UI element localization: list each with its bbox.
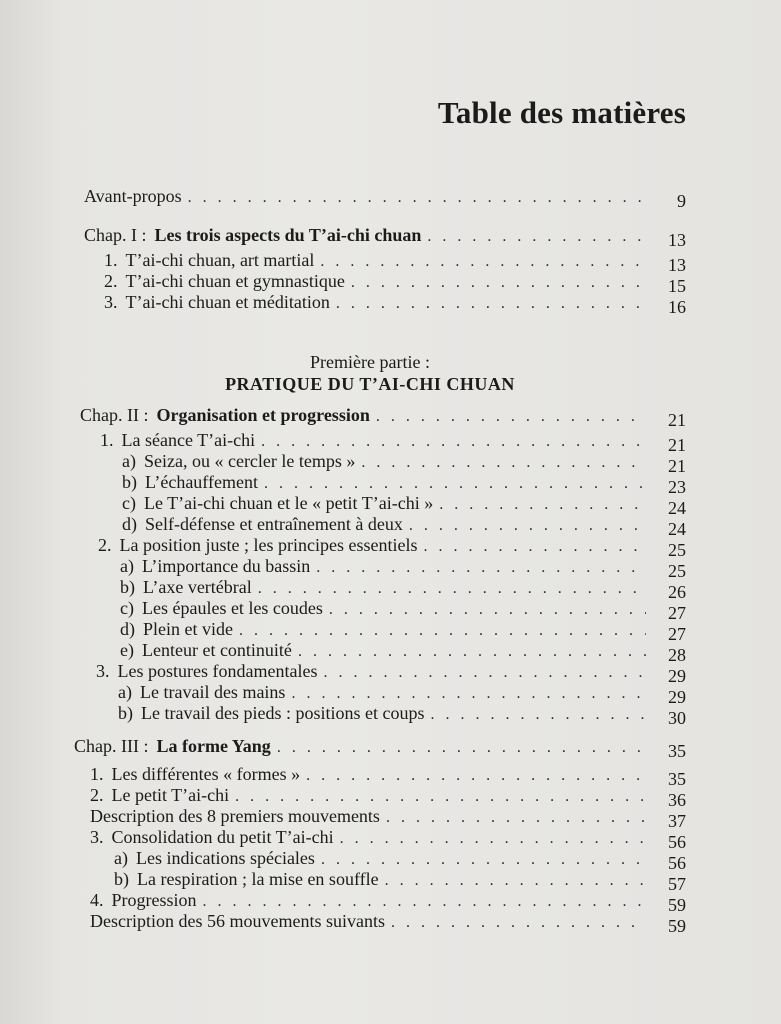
entry-label: L’axe vertébral [143,577,252,597]
dot-leader [264,473,646,494]
entry-page: 56 [668,853,686,873]
toc-entry[interactable] [96,661,686,686]
entry-number: 3. [96,661,110,681]
entry-page: 26 [668,582,686,602]
entry-page: 56 [668,832,686,852]
entry-label: Les différentes « formes » [111,764,301,784]
dot-leader [321,849,646,870]
entry-label: Le petit T’ai-chi [111,785,230,805]
entry-number: 2. [104,271,118,291]
entry-label: La position juste ; les principes essentiels [119,535,418,555]
entry-label: Le travail des mains [139,682,286,702]
entry-label: Les épaules et les coudes [141,598,323,618]
entry-label: L’échauffement [145,472,258,492]
entry-page: 57 [668,874,686,894]
toc-entry[interactable] [120,577,686,602]
entry-page: 15 [668,276,686,296]
toc-entry[interactable] [104,271,686,296]
toc-entry[interactable] [90,827,686,852]
entry-page: 21 [668,456,686,476]
entry-label: Les postures fondamentales [117,661,318,681]
dot-leader [239,620,646,641]
toc-entry[interactable] [122,514,686,539]
chapter-prefix: Chap. II : [80,405,149,425]
entry-letter: a) [118,682,132,702]
toc-entry[interactable] [90,806,686,831]
chapter-prefix: Chap. I : [84,225,147,245]
entry-page: 24 [668,519,686,539]
chapter-title: La forme Yang [156,736,271,756]
entry-page: 29 [668,666,686,686]
dot-leader [329,599,646,620]
entry-letter: a) [114,848,128,868]
entry-label: Description des 56 mouvements suivants [90,911,385,931]
dot-leader [320,251,646,272]
entry-page: 28 [668,645,686,665]
toc-entry[interactable] [114,869,686,894]
dot-leader [427,226,646,247]
dot-leader [188,187,646,208]
entry-label: Consolidation du petit T’ai-chi [111,827,334,847]
toc-entry-chapter-2[interactable] [80,405,686,430]
toc-entry-chapter-1[interactable] [84,225,686,250]
entry-page: 25 [668,540,686,560]
entry-page: 25 [668,561,686,581]
dot-leader [423,536,646,557]
toc-entry[interactable] [120,598,686,623]
toc-entry[interactable] [118,703,686,728]
toc-entry[interactable] [90,764,686,789]
entry-number: 3. [104,292,118,312]
toc-entry[interactable] [114,848,686,873]
dot-leader [351,272,646,293]
entry-label: Description des 8 premiers mouvements [90,806,380,826]
entry-page: 35 [668,741,686,761]
dot-leader [261,431,646,452]
dot-leader [430,704,646,725]
entry-letter: b) [118,703,133,723]
dot-leader [323,662,646,683]
entry-page: 21 [668,410,686,430]
dot-leader [298,641,646,662]
entry-label: Avant-propos [84,186,182,206]
toc-entry[interactable] [122,472,686,497]
toc-entry[interactable] [118,682,686,707]
entry-page: 21 [668,435,686,455]
toc-entry[interactable] [90,890,686,915]
dot-leader [386,807,646,828]
entry-page: 27 [668,624,686,644]
dot-leader [409,515,646,536]
entry-page: 23 [668,477,686,497]
entry-label: T’ai-chi chuan et méditation [125,292,330,312]
toc-entry[interactable] [104,250,686,275]
entry-letter: e) [120,640,134,660]
entry-page: 29 [668,687,686,707]
chapter-title: Les trois aspects du T’ai-chi chuan [154,225,422,245]
entry-label: La respiration ; la mise en souffle [137,869,379,889]
entry-letter: b) [122,472,137,492]
toc-entry-avant-propos[interactable] [84,186,686,211]
dot-leader [277,737,646,758]
entry-label: Plein et vide [143,619,233,639]
dot-leader [258,578,646,599]
entry-page: 36 [668,790,686,810]
entry-label: T’ai-chi chuan, art martial [125,250,315,270]
dot-leader [391,912,646,933]
entry-page: 59 [668,916,686,936]
entry-label: Self-défense et entraînement à deux [145,514,403,534]
entry-label: T’ai-chi chuan et gymnastique [125,271,345,291]
entry-number: 3. [90,827,104,847]
dot-leader [361,452,646,473]
part-label: Première partie : [310,352,430,372]
entry-page: 35 [668,769,686,789]
toc-entry[interactable] [104,292,686,317]
entry-page: 27 [668,603,686,623]
entry-label: Progression [111,890,197,910]
toc-entry[interactable] [120,556,686,581]
dot-leader [439,494,646,515]
entry-letter: d) [120,619,135,639]
chapter-prefix: Chap. III : [74,736,149,756]
entry-letter: b) [114,869,129,889]
entry-label: L’importance du bassin [141,556,311,576]
entry-label: Seiza, ou « cercler le temps » [143,451,356,471]
entry-page: 13 [668,230,686,250]
chapter-title: Organisation et progression [156,405,370,425]
entry-label: Les indications spéciales [135,848,315,868]
toc-entry-chapter-3[interactable] [74,736,686,761]
entry-label: Lenteur et continuité [141,640,292,660]
entry-label: Le T’ai-chi chuan et le « petit T’ai-chi » [143,493,434,513]
entry-letter: c) [120,598,134,618]
dot-leader [306,765,646,786]
entry-page: 13 [668,255,686,275]
entry-number: 1. [104,250,118,270]
toc-entry[interactable] [122,451,686,476]
dot-leader [340,828,646,849]
toc-entry[interactable] [90,785,686,810]
toc-entry[interactable] [120,619,686,644]
entry-page: 24 [668,498,686,518]
entry-number: 1. [100,430,114,450]
toc-entry[interactable] [90,911,686,936]
entry-label: La séance T’ai-chi [121,430,256,450]
entry-page: 30 [668,708,686,728]
entry-label: Le travail des pieds : positions et coups [141,703,425,723]
dot-leader [235,786,646,807]
entry-letter: a) [122,451,136,471]
entry-page: 37 [668,811,686,831]
dot-leader [385,870,646,891]
entry-number: 1. [90,764,104,784]
entry-number: 2. [90,785,104,805]
entry-page: 16 [668,297,686,317]
entry-letter: c) [122,493,136,513]
page-title: Table des matières [437,95,686,130]
dot-leader [316,557,646,578]
entry-number: 4. [90,890,104,910]
dot-leader [376,406,646,427]
toc-entry[interactable] [98,535,686,560]
toc-entry[interactable] [120,640,686,665]
dot-leader [336,293,646,314]
part-title: PRATIQUE DU T’AI-CHI CHUAN [225,374,515,394]
toc-entry[interactable] [100,430,686,455]
entry-letter: a) [120,556,134,576]
dot-leader [203,891,647,912]
entry-letter: b) [120,577,135,597]
entry-page: 59 [668,895,686,915]
dot-leader [291,683,646,704]
toc-entry[interactable] [122,493,686,518]
entry-letter: d) [122,514,137,534]
entry-page: 9 [677,191,686,211]
entry-number: 2. [98,535,112,555]
